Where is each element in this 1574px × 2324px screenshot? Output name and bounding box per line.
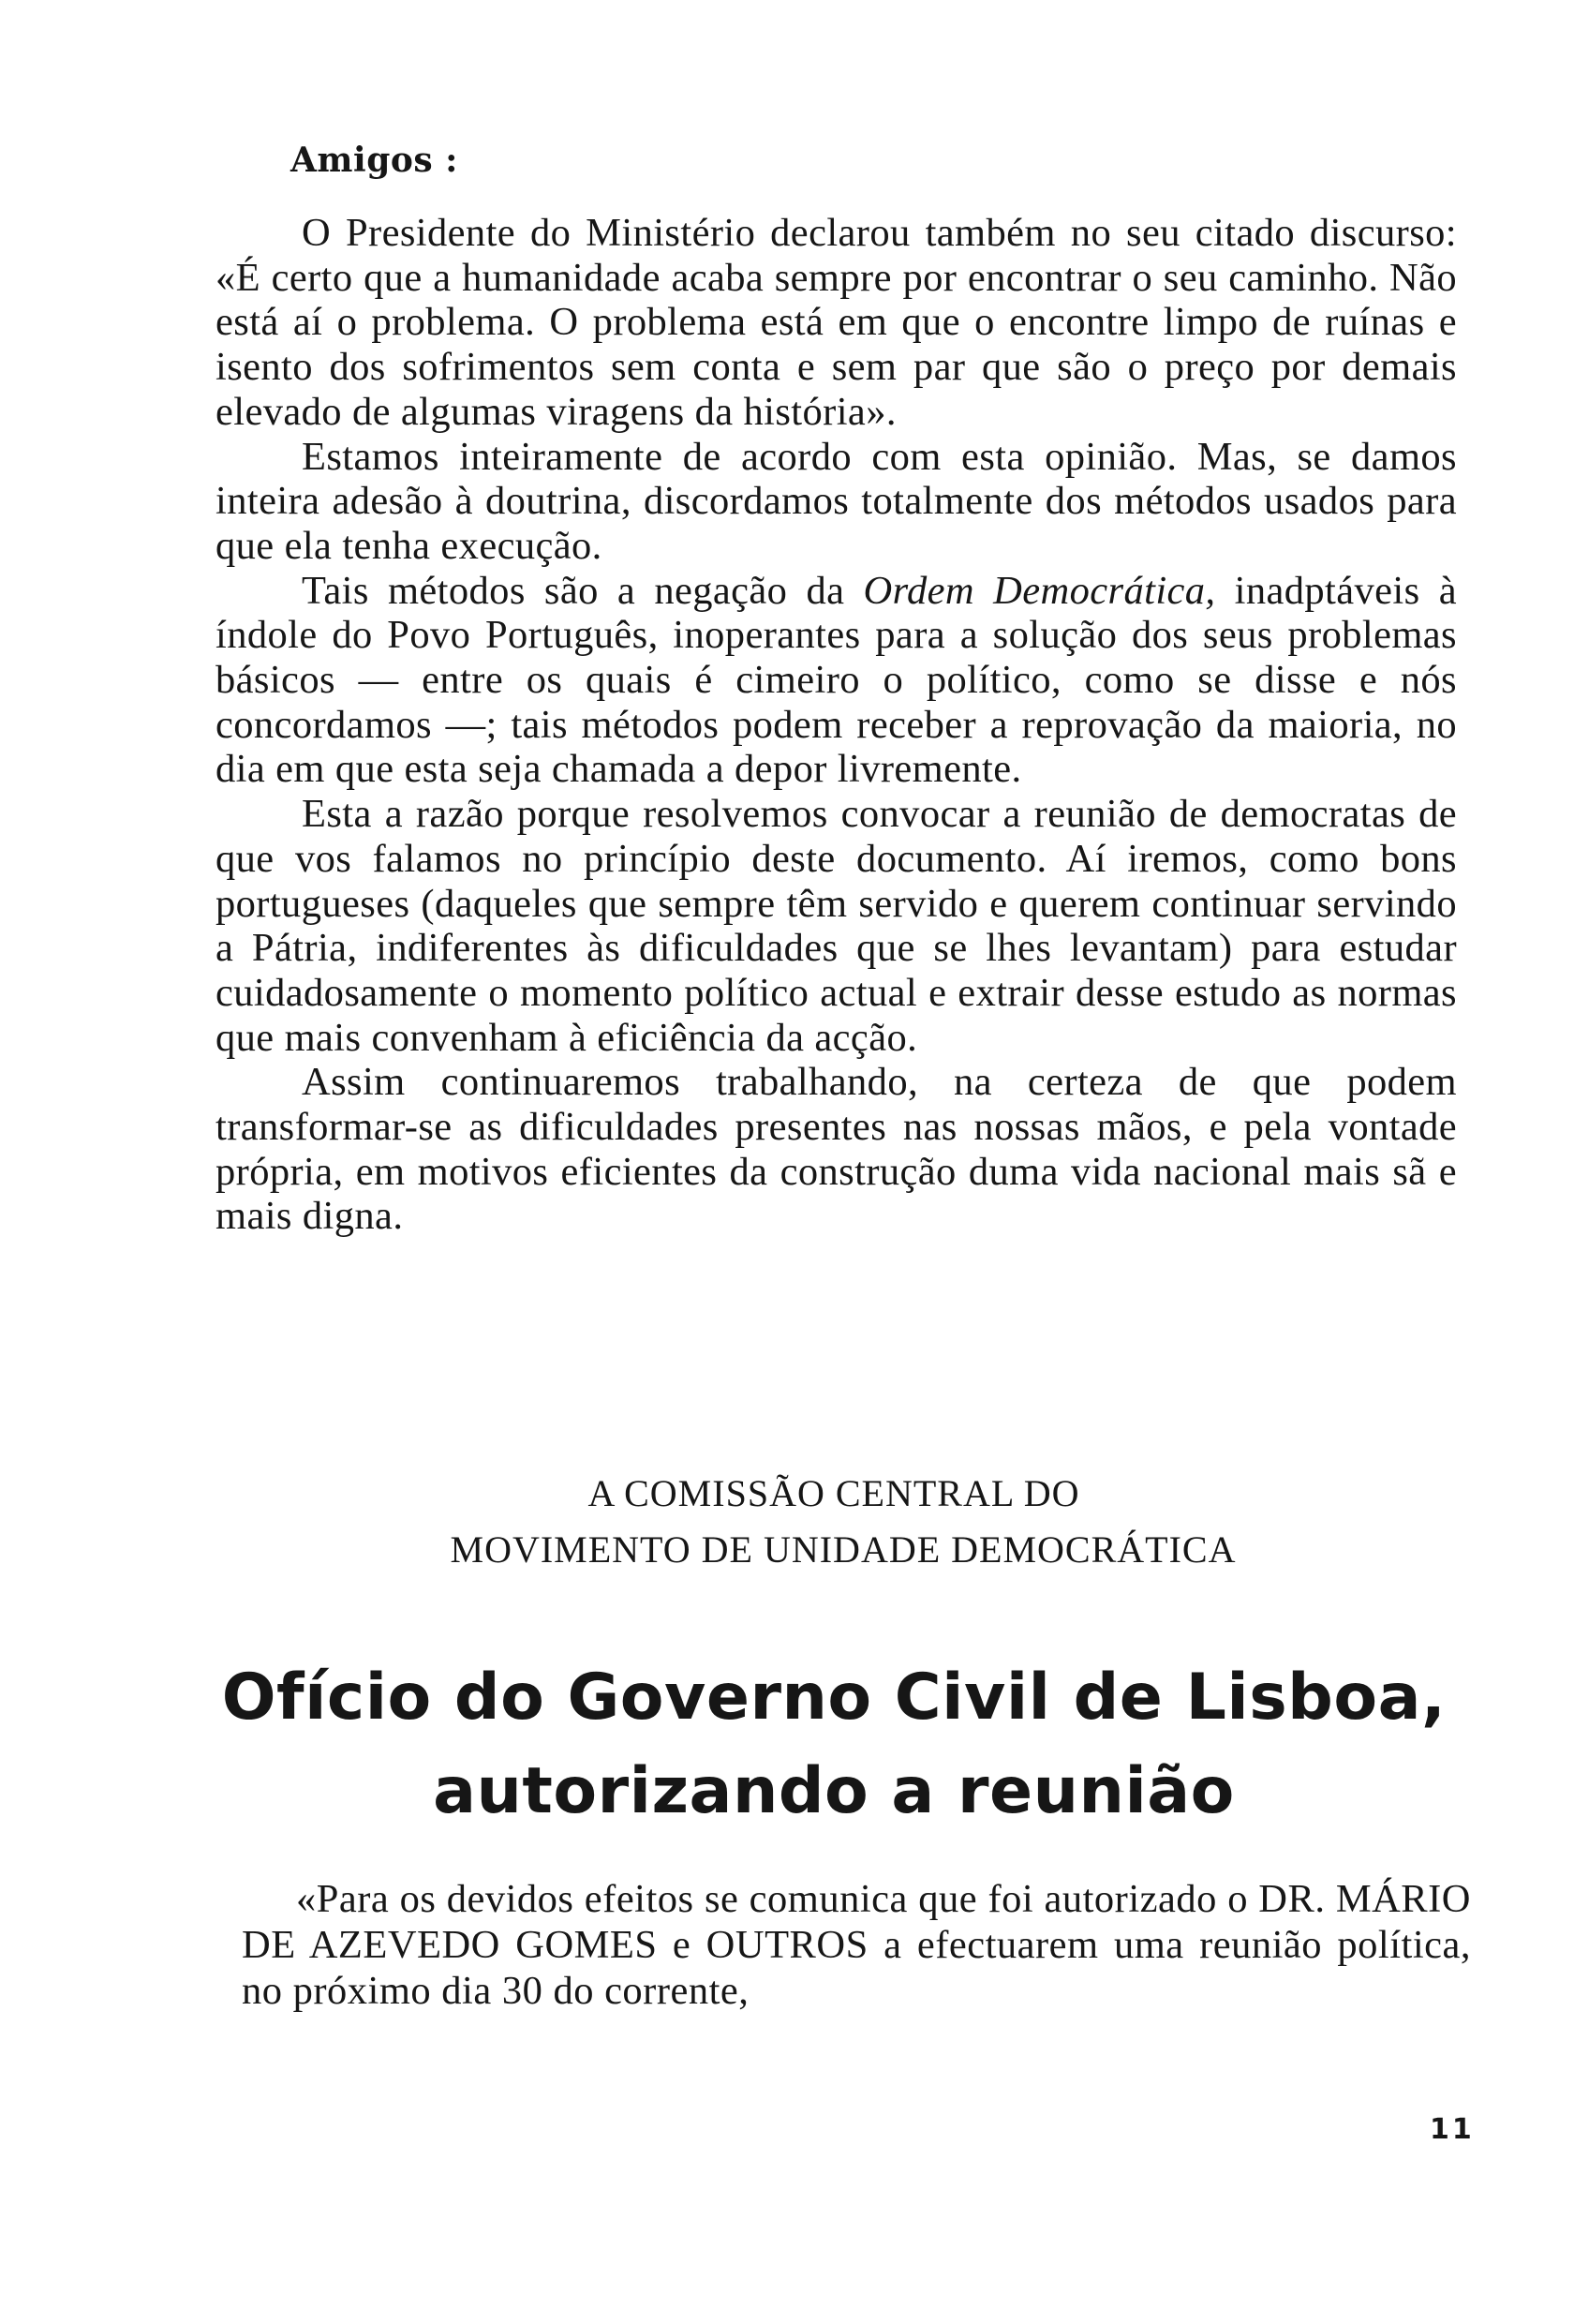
section-heading-line-2: autorizando a reunião (433, 1754, 1235, 1828)
body-text (215, 211, 1457, 1239)
salutation: Amigos : (290, 141, 458, 180)
section-heading-line-1: Ofício do Governo Civil de Lisboa, (221, 1661, 1447, 1735)
paragraph-meeting-reason: Esta a razão porque resolvemos convocar a reunião de democratas de que vos falamos no princípio deste documento. Aí iremos, como bons portugueses (daqueles que sempre têm servido e querem continuar servindo a Pátria, indiferentes às dificuldades que se lhes levantam) para estudar cuidadosamente o momento político actual e extrair desse estudo as normas que mais convenham à eficiência da acção. (215, 792, 1457, 1060)
signature-line-2: MOVIMENTO DE UNIDADE DEMOCRÁTICA (450, 1528, 1237, 1571)
page-number: 11 (1430, 2113, 1475, 2146)
paragraph-agreement: Estamos inteiramente de acordo com esta opinião. Mas, se damos inteira adesão à doutrina, discordamos totalmente dos métodos usados para que ela tenha execução. (215, 434, 1457, 568)
paragraph-president-quote: O Presidente do Ministério declarou também no seu citado discurso: «É certo que a humanidade acaba sempre por encontrar o seu caminho. Não está aí o problema. O problema está em que o encontre limpo de ruínas e isento dos sofrimentos sem conta e sem par que são o preço por demais elevado de algumas viragens da história». (215, 211, 1457, 434)
methods-emphasis: Ordem Democrática, (863, 568, 1216, 613)
official-letter-text (242, 1876, 1471, 2014)
official-letter-paragraph: «Para os devidos efeitos se comunica que foi autorizado o DR. MÁRIO DE AZEVEDO GOMES e OUTROS a efectuarem uma reunião política, no próximo dia 30 do corrente, (242, 1877, 1471, 2013)
methods-text-before: Tais métodos são a negação da (302, 568, 864, 613)
signature-line-1: A COMISSÃO CENTRAL DO (587, 1472, 1080, 1514)
methods-text-after: inadptáveis à índole do Povo Português, inoperantes para a solução dos seus problemas básicos — entre os quais é cimeiro o político, como se disse e nós concordamos —; tais métodos podem receber a reprovação da maioria, no dia em que esta seja chamada a depor livremente. (215, 568, 1457, 792)
paragraph-closing: Assim continuaremos trabalhando, na certeza de que podem transformar-se as dificuldades presentes nas nossas mãos, e pela vontade própria, em motivos eficientes da construção duma vida nacional mais sã e mais digna. (215, 1060, 1457, 1239)
paragraph-methods (215, 569, 1457, 793)
